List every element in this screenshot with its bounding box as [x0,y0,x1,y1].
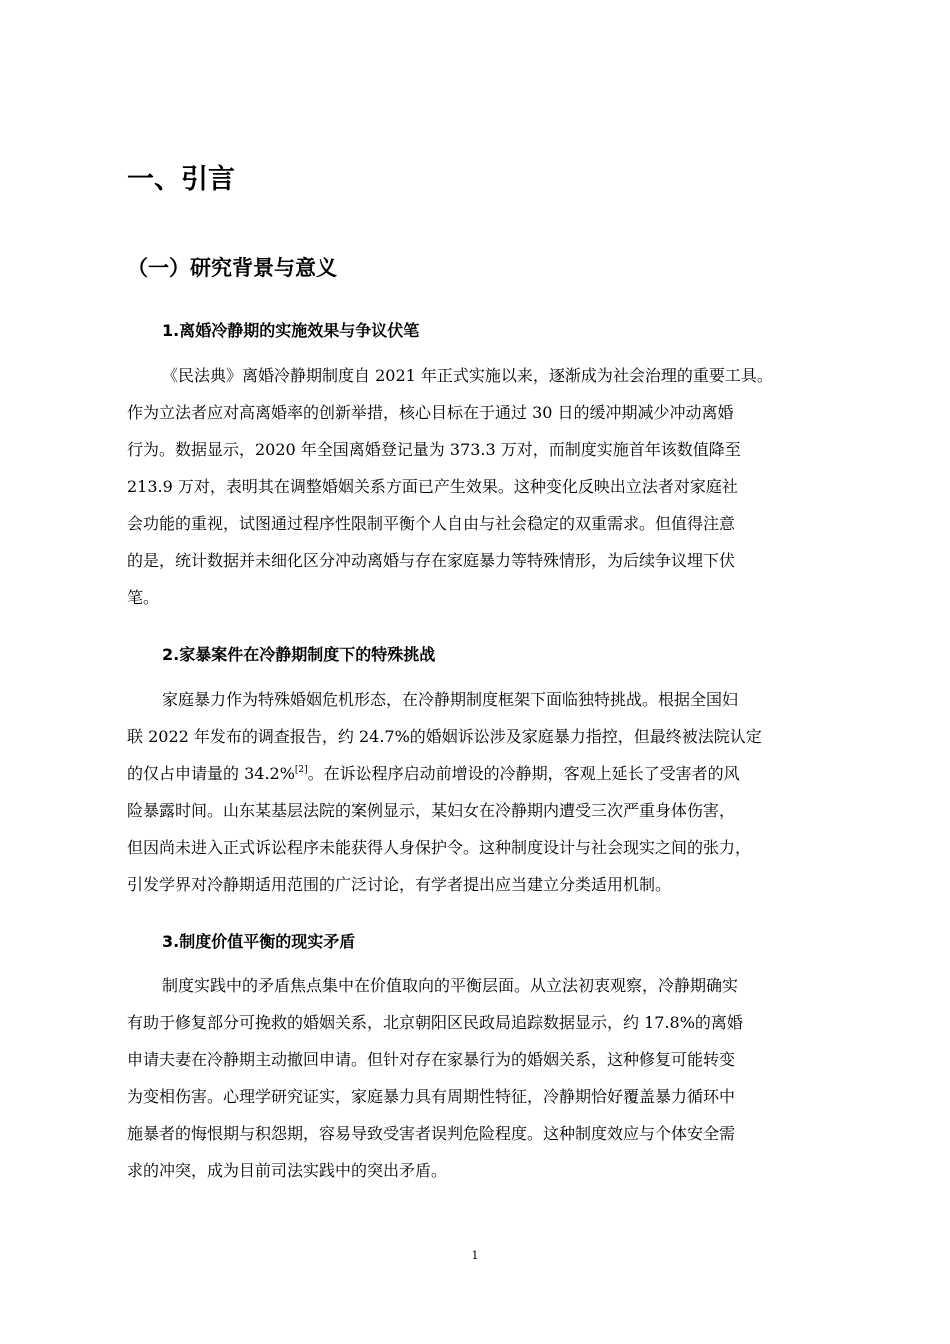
paragraph-3 [127,967,897,1189]
paragraph-line: 行为。数据显示，2020 年全国离婚登记量为 373.3 万对，而制度实施首年该数值降至 [127,440,741,459]
paragraph-line: 有助于修复部分可挽救的婚姻关系，北京朝阳区民政局追踪数据显示，约 17.8%的离婚 [127,1013,743,1032]
subsection-title-1: 1.离婚冷静期的实施效果与争议伏笔 [162,321,420,340]
paragraph-line: 险暴露时间。山东某基层法院的案例显示，某妇女在冷静期内遭受三次严重身体伤害， [127,801,736,820]
paragraph-2 [127,681,897,903]
paragraph-line: 的是，统计数据并未细化区分冲动离婚与存在家庭暴力等特殊情形，为后续争议埋下伏 [127,551,736,570]
paragraph-line: 会功能的重视，试图通过程序性限制平衡个人自由与社会稳定的双重需求。但值得注意 [127,514,736,533]
paragraph-line: 求的冲突，成为目前司法实践中的突出矛盾。 [127,1161,448,1180]
paragraph-line: 作为立法者应对高离婚率的创新举措，核心目标在于通过 30 日的缓冲期减少冲动离婚 [127,403,734,422]
paragraph-line: 为变相伤害。心理学研究证实，家庭暴力具有周期性特征，冷静期恰好覆盖暴力循环中 [127,1087,736,1106]
paragraph-line: 引发学界对冷静期适用范围的广泛讨论，有学者提出应当建立分类适用机制。 [127,875,672,894]
paragraph-line: 但因尚未进入正式诉讼程序未能获得人身保护令。这种制度设计与社会现实之间的张力， [127,838,752,857]
paragraph-text: 。在诉讼程序启动前增设的冷静期，客观上延长了受害者的风 [307,764,740,783]
page-number: 1 [471,1249,479,1262]
paragraph-line: 申请夫妻在冷静期主动撤回申请。但针对存在家暴行为的婚姻关系，这种修复可能转变 [127,1050,736,1069]
paragraph-line: 213.9 万对，表明其在调整婚姻关系方面已产生效果。这种变化反映出立法者对家庭社 [127,477,738,496]
subsection-title-3: 3.制度价值平衡的现实矛盾 [162,932,356,951]
paragraph-line: 施暴者的悔恨期与积怨期，容易导致受害者误判危险程度。这种制度效应与个体安全需 [127,1124,736,1143]
chapter-heading: 一、引言 [127,164,235,195]
paragraph-line: 《民法典》离婚冷静期制度自 2021 年正式实施以来，逐渐成为社会治理的重要工具。 [162,366,773,385]
paragraph-line: 制度实践中的矛盾焦点集中在价值取向的平衡层面。从立法初衷观察，冷静期确实 [162,976,739,995]
paragraph-line: 笔。 [127,588,160,607]
paragraph-line: 联 2022 年发布的调查报告，约 24.7%的婚姻诉讼涉及家庭暴力指控，但最终被法院认定 [127,727,762,746]
paragraph-line: 家庭暴力作为特殊婚姻危机形态，在冷静期制度框架下面临独特挑战。根据全国妇 [162,690,739,709]
subsection-title-2: 2.家暴案件在冷静期制度下的特殊挑战 [162,645,436,664]
paragraph-line-with-citation [127,755,897,792]
citation-reference[interactable]: [2] [294,765,308,775]
paragraph-text: 的仅占申请量的 34.2% [127,764,295,783]
paragraph-1 [127,357,897,616]
section-heading: （一）研究背景与意义 [127,256,337,280]
